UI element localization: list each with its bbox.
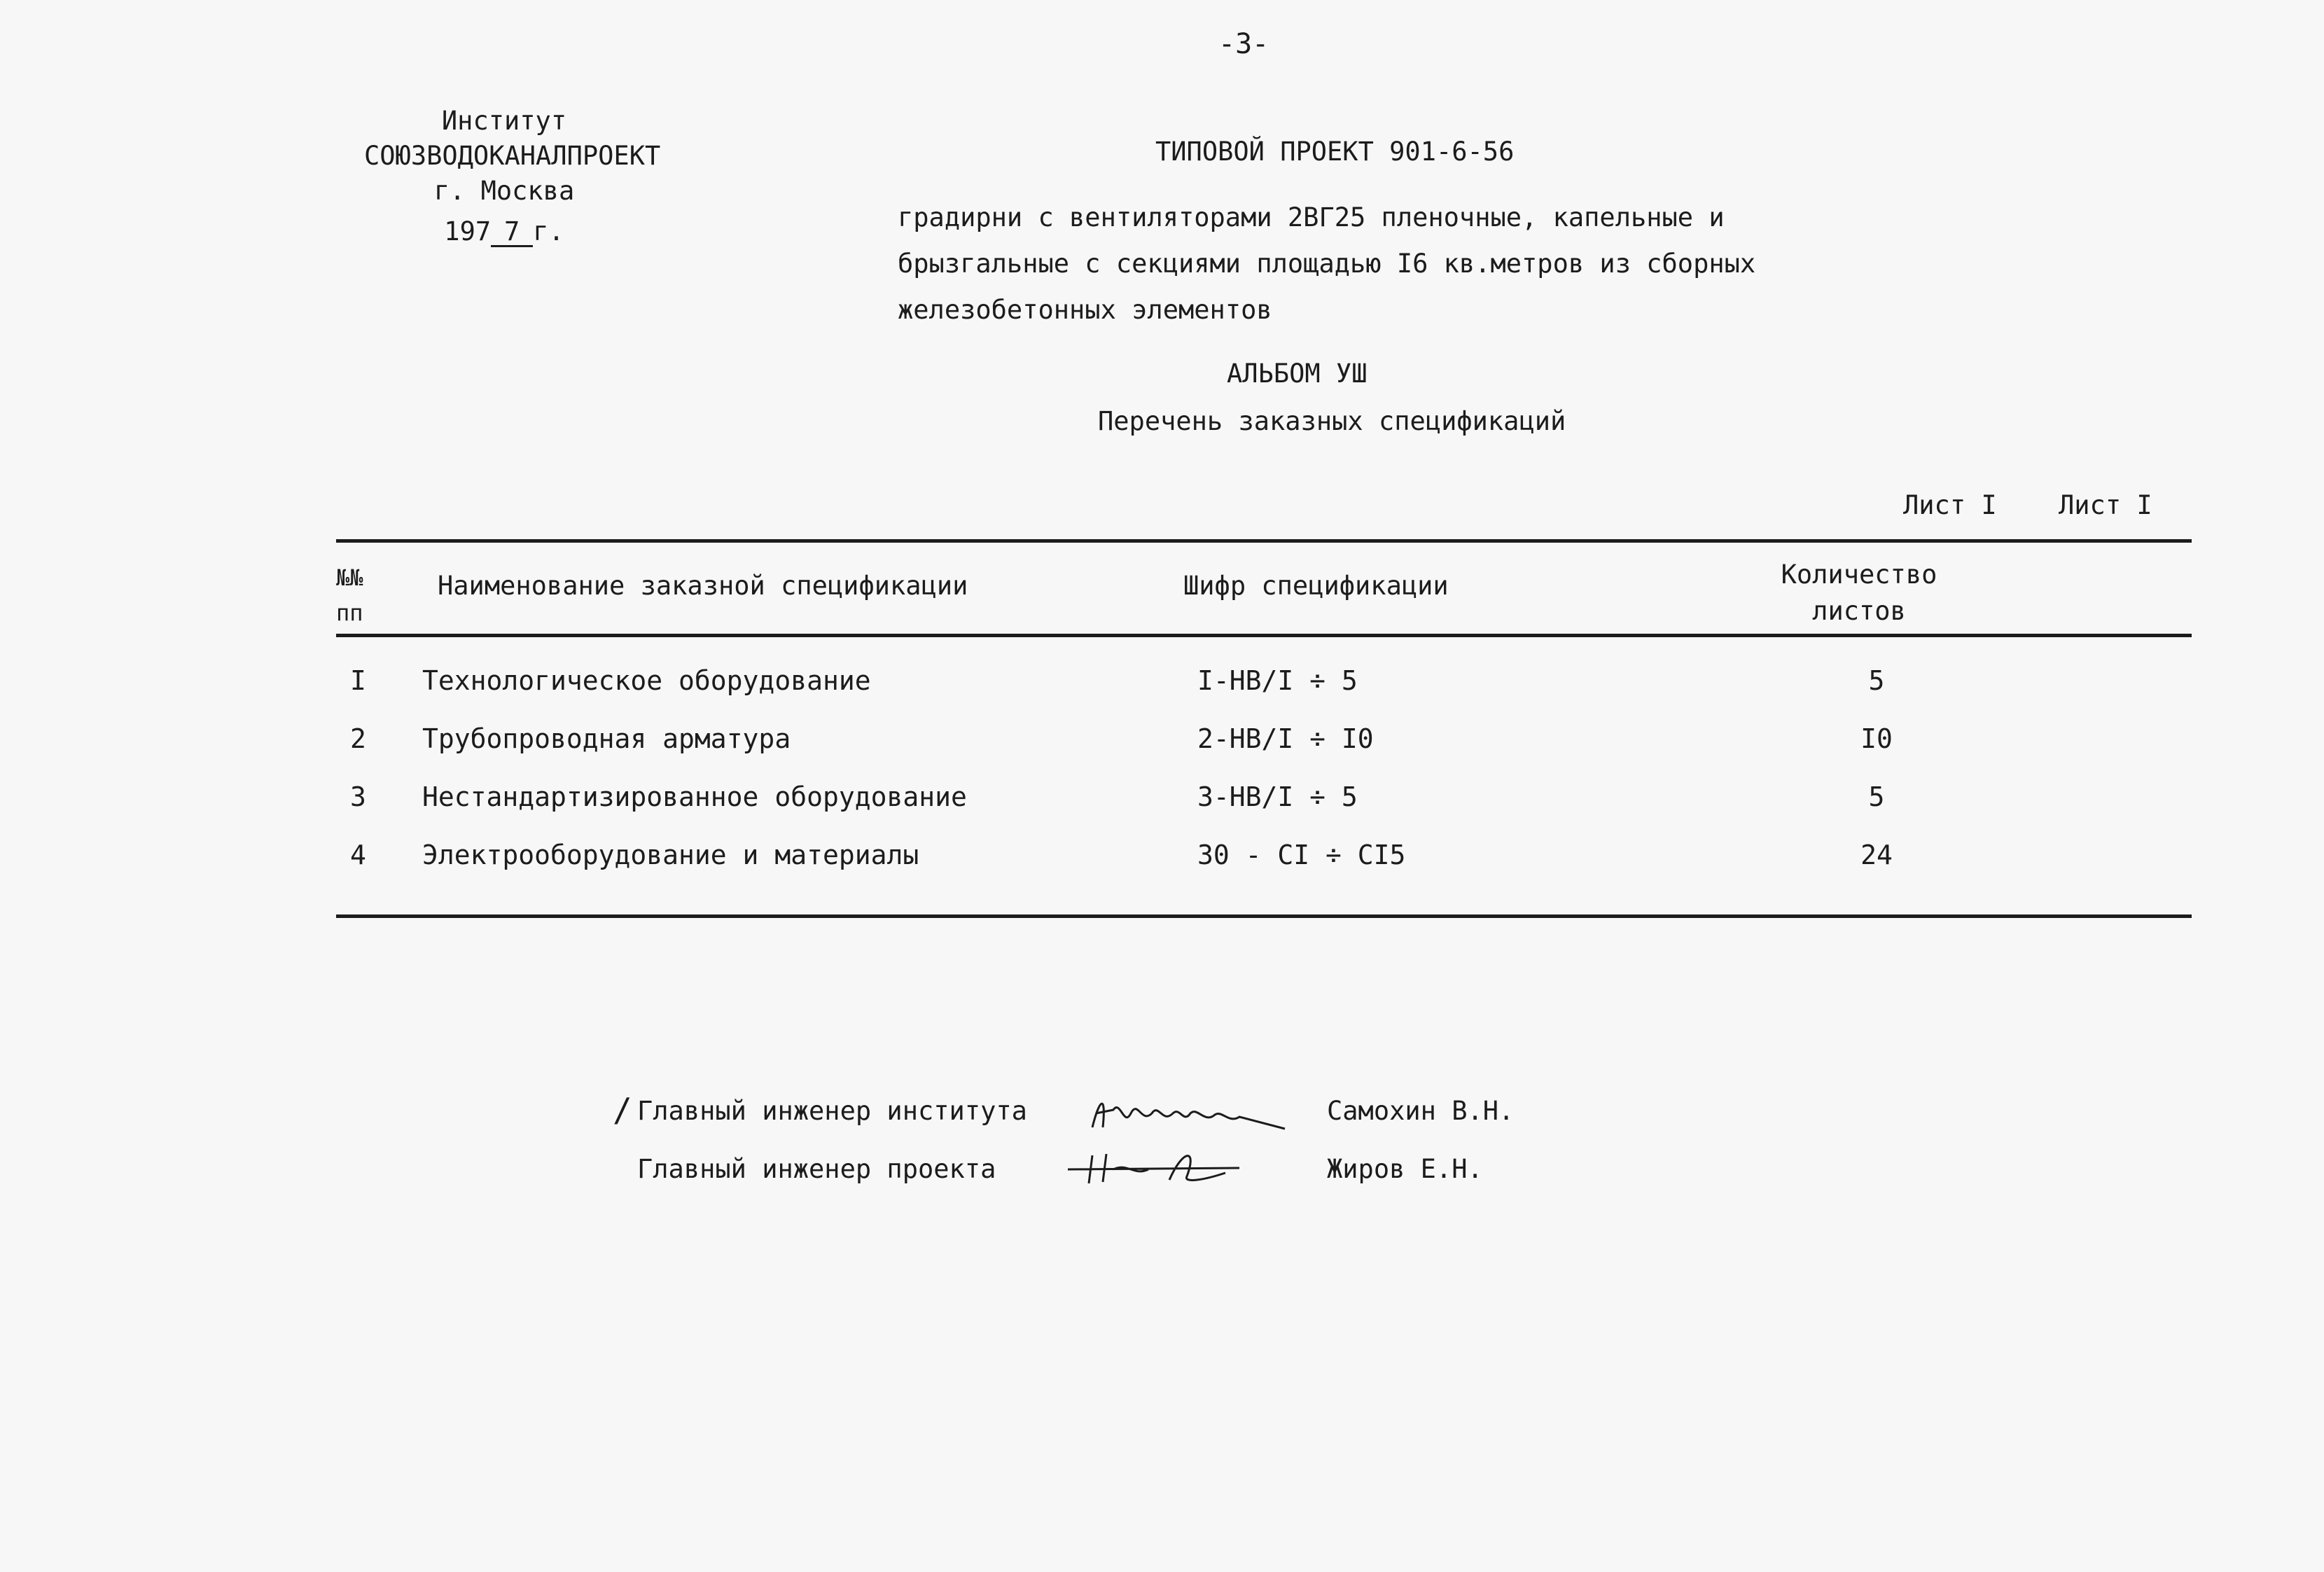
institute-name: СОЮЗВОДОКАНАЛПРОЕКТ	[364, 141, 661, 171]
sheets-total: Лист I	[2059, 490, 2152, 520]
table-row	[0, 723, 2324, 765]
sheet-number: Лист I	[1903, 490, 1997, 520]
row-name: Технологическое оборудование	[422, 665, 871, 696]
row-code: I-НВ/I ÷ 5	[1197, 665, 1358, 696]
institute-block	[364, 104, 661, 249]
row-qty: 5	[1868, 665, 1885, 696]
project-title: ТИПОВОЙ ПРОЕКТ 901-6-56	[1155, 137, 1515, 167]
table-row	[0, 781, 2324, 823]
year-suffix: г.	[533, 216, 564, 246]
institute-year	[364, 214, 644, 249]
row-code: 2-НВ/I ÷ I0	[1197, 723, 1374, 754]
header-num: №№ пп	[336, 564, 363, 626]
project-description: градирни с вентиляторами 2ВГ25 пленочные, капельные и брызгальные с секциями площадью I6 кв.метров из сборных железобетонных элементов	[898, 202, 1756, 325]
year-prefix: 197	[444, 216, 492, 246]
row-num: 4	[350, 840, 366, 870]
row-qty: 5	[1868, 781, 1885, 812]
institute-city: г. Москва	[433, 176, 575, 206]
project-engineer-signature	[1064, 1141, 1253, 1190]
table-top-rule	[336, 539, 2192, 543]
year-handwritten: 7	[491, 218, 533, 247]
header-qty: Количество листов	[1781, 559, 1937, 626]
institute-label: Институт	[441, 106, 567, 136]
table-row	[0, 665, 2324, 707]
row-name: Трубопроводная арматура	[422, 723, 791, 754]
header-code: Шифр спецификации	[1183, 571, 1449, 601]
handwritten-slash: /	[613, 1091, 632, 1129]
table-row	[0, 840, 2324, 882]
page-number: -3-	[1218, 28, 1269, 60]
row-qty: I0	[1860, 723, 1893, 754]
row-name: Нестандартизированное оборудование	[422, 781, 967, 812]
row-num: 2	[350, 723, 366, 754]
document-subtitle: Перечень заказных спецификаций	[1098, 406, 1566, 436]
row-num: I	[350, 665, 366, 696]
row-qty: 24	[1860, 840, 1893, 870]
chief-engineer-label: Главный инженер института	[637, 1096, 1027, 1126]
row-name: Электрооборудование и материалы	[422, 840, 919, 870]
row-code: 30 - CI ÷ CI5	[1197, 840, 1406, 870]
table-bottom-rule	[336, 914, 2192, 918]
row-code: 3-НВ/I ÷ 5	[1197, 781, 1358, 812]
header-name: Наименование заказной спецификации	[438, 571, 968, 601]
project-engineer-label: Главный инженер проекта	[637, 1154, 996, 1184]
chief-engineer-signature	[1085, 1085, 1295, 1141]
table-header-rule	[336, 634, 2192, 637]
project-engineer-name: Жиров Е.Н.	[1327, 1154, 1483, 1184]
row-num: 3	[350, 781, 366, 812]
album-title: АЛЬБОМ УШ	[1227, 359, 1368, 389]
chief-engineer-name: Самохин В.Н.	[1327, 1096, 1515, 1126]
